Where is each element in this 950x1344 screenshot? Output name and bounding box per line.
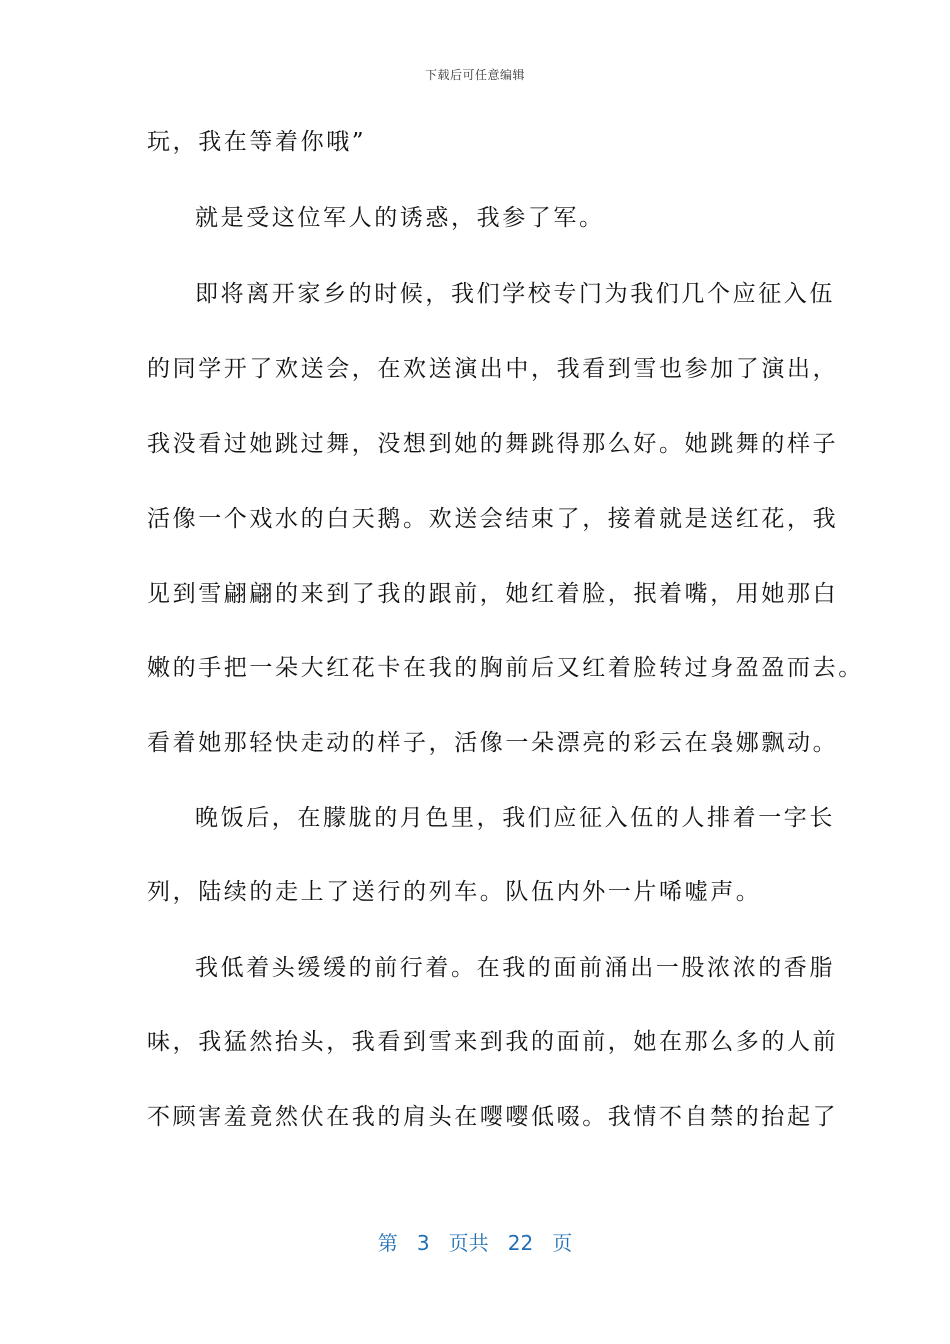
paragraph-start-line: 晚饭后，在朦胧的月色里，我们应征入伍的人排着一字长 (195, 805, 835, 831)
text-line: 活像一个戏水的白天鹅。欢送会结束了，接着就是送红花，我 (147, 506, 839, 532)
page-header-watermark: 下载后可任意编辑 (424, 68, 525, 82)
text-line: 玩，我在等着你哦” (147, 129, 367, 155)
text-line: 不顾害羞竟然伏在我的肩头在嘤嘤低啜。我情不自禁的抬起了 (147, 1104, 839, 1130)
text-line: 看着她那轻快走动的样子，活像一朵漂亮的彩云在袅娜飘动。 (147, 730, 839, 756)
paragraph-start-line: 就是受这位军人的诱惑，我参了军。 (195, 205, 605, 231)
text-line: 嫩的手把一朵大红花卡在我的胸前后又红着脸转过身盈盈而去。 (147, 655, 864, 681)
paragraph-start-line: 我低着头缓缓的前行着。在我的面前涌出一股浓浓的香脂 (195, 955, 835, 981)
text-line: 列，陆续的走上了送行的列车。队伍内外一片唏嘘声。 (147, 879, 762, 905)
text-line: 我没看过她跳过舞，没想到她的舞跳得那么好。她跳舞的样子 (147, 431, 839, 457)
total-pages-number: 22 (507, 1231, 534, 1255)
page-suffix: 页 (552, 1231, 573, 1255)
page-prefix: 第 (377, 1231, 398, 1255)
text-line: 见到雪翩翩的来到了我的跟前，她红着脸，抿着嘴，用她那白 (147, 581, 839, 607)
text-line: 的同学开了欢送会，在欢送演出中，我看到雪也参加了演出， (147, 356, 839, 382)
page-number-footer (0, 1227, 950, 1256)
text-line: 味，我猛然抬头，我看到雪来到我的面前，她在那么多的人前 (147, 1029, 839, 1055)
current-page-number: 3 (416, 1231, 430, 1255)
paragraph-start-line: 即将离开家乡的时候，我们学校专门为我们几个应征入伍 (195, 281, 835, 307)
page-middle-text: 页共 (448, 1231, 489, 1255)
